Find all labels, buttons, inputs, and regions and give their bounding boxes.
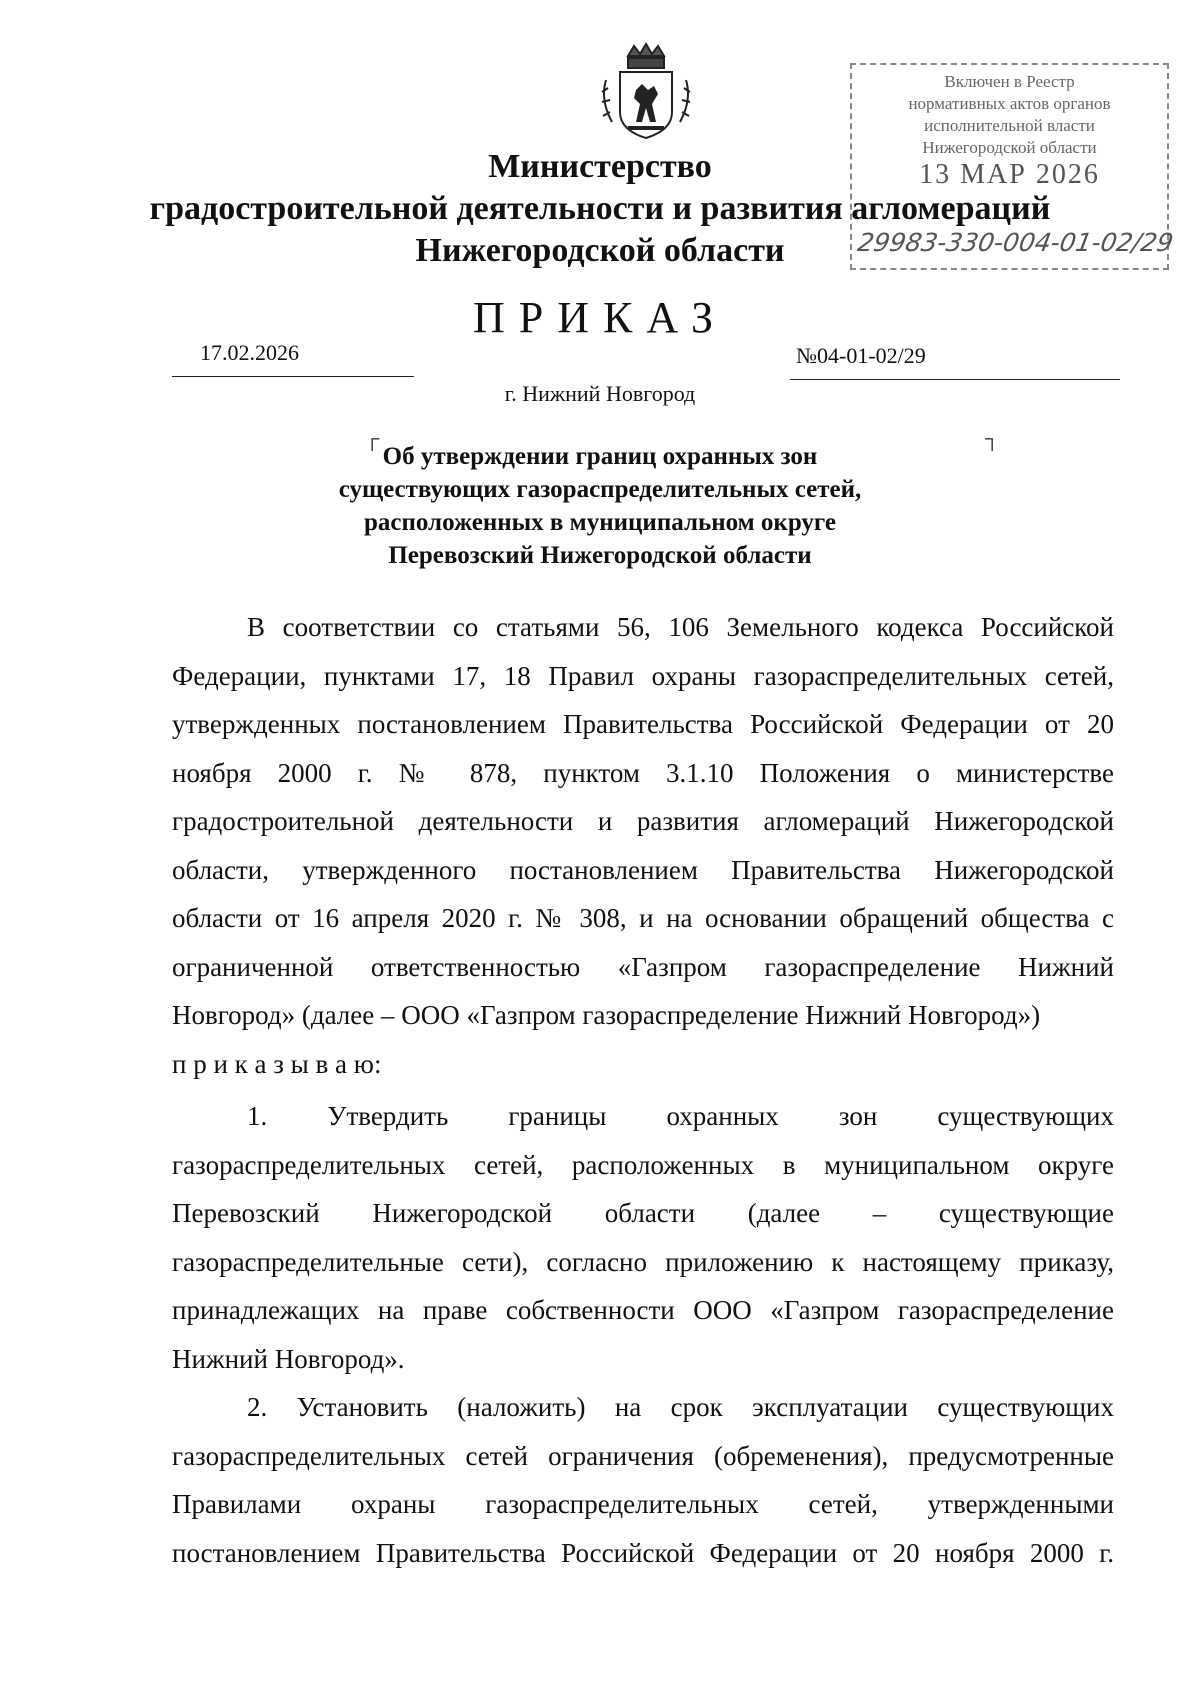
stamp-line: нормативных актов органов <box>908 94 1111 113</box>
text-line: 2. Установить (наложить) на срок эксплуатации существующих <box>247 1392 1114 1422</box>
stamp-line: Включен в Реестр <box>944 72 1075 91</box>
title-corner-right: ┐ <box>985 428 1000 450</box>
title-line: Об утверждении границ охранных зон <box>382 443 818 470</box>
item-2-paragraph <box>172 1383 1114 1577</box>
item-1-paragraph <box>172 1092 1114 1383</box>
text-line: Федерации, пунктами 17, 18 Правил охраны газораспределительных сетей, <box>172 660 1114 691</box>
ministry-name-line1: Министерство <box>488 148 712 185</box>
text-line: газораспределительных сетей ограничения (обременения), предусмотренные <box>172 1440 1114 1471</box>
title-line: Перевозский Нижегородской области <box>388 542 812 569</box>
text-line: Новгород» (далее – ООО «Газпром газораспределение Нижний Новгород») <box>172 1000 1041 1030</box>
text-line: ограниченной ответственностью «Газпром газораспределение Нижний <box>172 951 1114 982</box>
text-line: Перевозский Нижегородской области (далее – существующие <box>172 1198 1114 1228</box>
document-number: №04-01-02/29 <box>796 343 926 368</box>
city: г. Нижний Новгород <box>504 381 696 406</box>
document-title <box>0 440 1200 572</box>
text-line: утвержденных постановлением Правительства Российской Федерации от 20 <box>172 709 1114 739</box>
stamp-line: Нижегородской области <box>922 138 1097 157</box>
text-line: области от 16 апреля 2020 г. № 308, и на основании обращений общества с <box>172 903 1114 933</box>
document-date: 17.02.2026 <box>200 340 299 365</box>
text-line: 1. Утвердить границы охранных зон существующих <box>247 1101 1114 1131</box>
text-line: постановлением Правительства Российской Федерации от 20 ноября 2000 г. <box>172 1537 1114 1568</box>
text-line: принадлежащих на праве собственности ООО «Газпром газораспределение <box>172 1295 1114 1325</box>
title-corner-left: ┌ <box>365 428 380 450</box>
date-underline <box>172 376 414 377</box>
text-line: В соответствии со статьями 56, 106 Земельного кодекса Российской <box>247 612 1114 642</box>
title-line: расположенных в муниципальном округе <box>363 509 837 536</box>
document-type: ПРИКАЗ <box>472 293 728 342</box>
text-line: газораспределительные сети), согласно приложению к настоящему приказу, <box>172 1246 1114 1277</box>
stamp-registration-number: 29983-330-004-01-02/29 <box>855 228 1176 257</box>
text-line: ноября 2000 г. № 878, пунктом 3.1.10 Положения о министерстве <box>172 757 1114 788</box>
preamble-paragraph <box>172 603 1114 1088</box>
coat-of-arms-emblem <box>598 42 694 142</box>
text-line: газораспределительных сетей, расположенных в муниципальном округе <box>172 1149 1114 1180</box>
order-word: п р и к а з ы в а ю: <box>172 1048 382 1079</box>
text-line: области, утвержденного постановлением Правительства Нижегородской <box>172 854 1114 885</box>
text-line: градостроительной деятельности и развития агломераций Нижегородской <box>172 806 1114 836</box>
title-line: существующих газораспределительных сетей, <box>338 476 862 503</box>
ministry-name-line3: Нижегородской области <box>415 232 785 269</box>
stamp-date: 13 МАР 2026 <box>919 159 1100 190</box>
ministry-name-line2: градостроительной деятельности и развития агломераций <box>149 190 1051 227</box>
number-underline <box>790 379 1120 380</box>
text-line: Правилами охраны газораспределительных сетей, утвержденными <box>172 1489 1114 1519</box>
text-line: Нижний Новгород». <box>172 1343 405 1374</box>
stamp-line: исполнительной власти <box>924 116 1095 135</box>
